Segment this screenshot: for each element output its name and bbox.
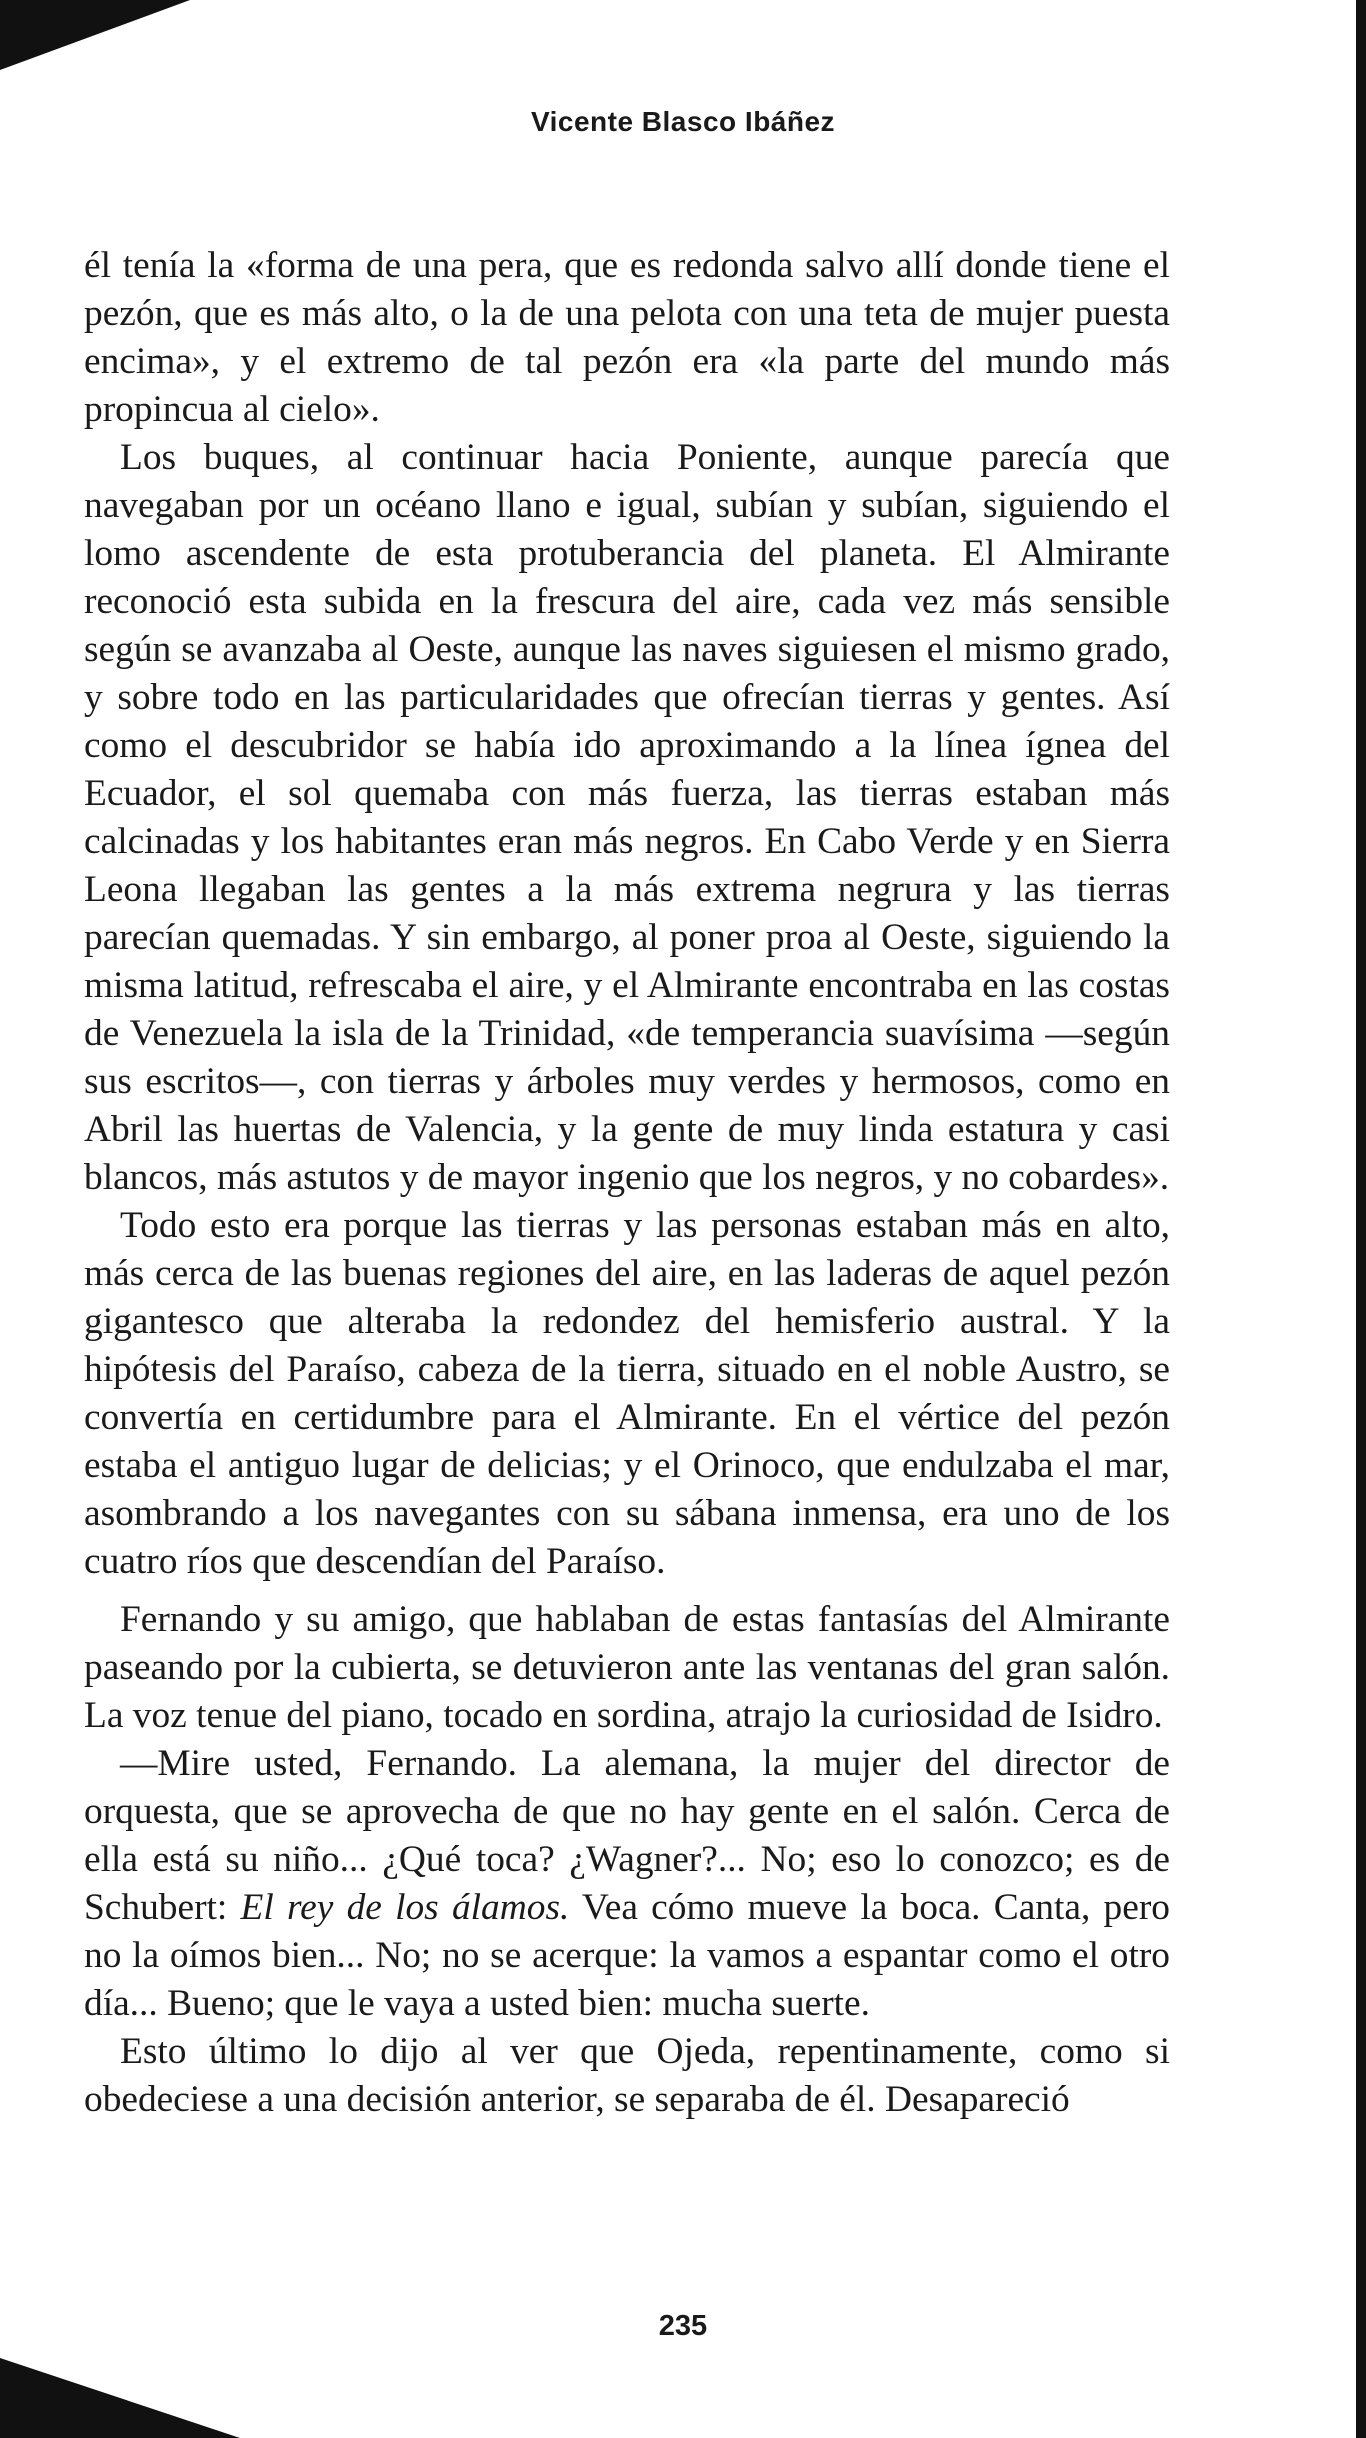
dialogue-text-start: —Mire usted, Fernando. La alemana, la mujer del director de orquesta, que se aprovecha de que no hay gente en el salón. Cerca de ella está su niño... ¿Qué toca? ¿Wagner?... No; eso lo conozco; es de Schubert: [84,1743,1170,1928]
paragraph-todo-esto: Todo esto era porque las tierras y las personas estaban más en alto, más cerca de las buenas regiones del aire, en las laderas de aquel pezón gigantesco que alteraba la redondez del hemisferio austral. Y la hipótesis del Paraíso, cabeza de la tierra, situado en el noble Austro, se convertía en certidumbre para el Almirante. En el vértice del pezón estaba el antiguo lugar de delicias; y el Orinoco, que endulzaba el mar, asombrando a los navegantes con su sábana inmensa, era uno de los cuatro ríos que descendían del Paraíso. [84,1205,1170,1582]
running-header-author: Vicente Blasco Ibáñez [530,106,836,137]
dialogue-text-end: Vea cómo mueve la boca. Canta, pero no la oímos bien... No; no se acerque: la vamos a espantar como el otro día... Bueno; que le vaya a usted bien: mucha suerte. [84,1887,1170,2024]
paragraph-buques: Los buques, al continuar hacia Poniente, aunque parecía que navegaban por un océano llano e igual, subían y subían, siguiendo el lomo ascendente de esta protuberancia del planeta. El Almirante reconoció esta subida en la frescura del aire, cada vez más sensible según se avanzaba al Oeste, aunque las naves siguiesen el mismo grado, y sobre todo en las particularidades que ofrecían tierras y gentes. Así como el descubridor se había ido aproximando a la línea ígnea del Ecuador, el sol quemaba con más fuerza, las tierras estaban más calcinadas y los habitantes eran más negros. En Cabo Verde y en Sierra Leona llegaban las gentes a la más extrema negrura y las tierras parecían quemadas. Y sin embargo, al poner proa al Oeste, siguiendo la misma latitud, refrescaba el aire, y el Almirante encontraba en las costas de Venezuela la isla de la Trinidad, «de temperancia suavísima —según sus escritos—, con tierras y árboles muy verdes y hermosos, como en Abril las huertas de Valencia, y la gente de muy linda estatura y casi blancos, más astutos y de mayor ingenio que los negros, y no cobardes». [84,437,1170,1198]
page-number: 235 [658,2310,708,2342]
scan-shadow-top-left [0,0,190,70]
scan-shadow-bottom-left [0,2358,240,2438]
paragraph-dialogue [84,1740,1170,2028]
paragraph-esto-ultimo: Esto último lo dijo al ver que Ojeda, repentinamente, como si obedeciese a una decisión anterior, se separaba de él. Desapareció [84,2031,1170,2120]
song-title-italic: El rey de los álamos. [240,1887,570,1928]
paragraph-continued: él tenía la «forma de una pera, que es redonda salvo allí donde tiene el pezón, que es más alto, o la de una pelota con una teta de mujer puesta encima», y el extremo de tal pezón era «la parte del mundo más propincua al cielo». [84,245,1170,430]
scan-edge-right [1356,0,1366,2438]
paragraph-fernando: Fernando y su amigo, que hablaban de estas fantasías del Almirante paseando por la cubierta, se detuvieron ante las ventanas del gran salón. La voz tenue del piano, tocado en sordina, atrajo la curiosidad de Isidro. [84,1599,1170,1736]
page-body-text [84,242,1170,2124]
